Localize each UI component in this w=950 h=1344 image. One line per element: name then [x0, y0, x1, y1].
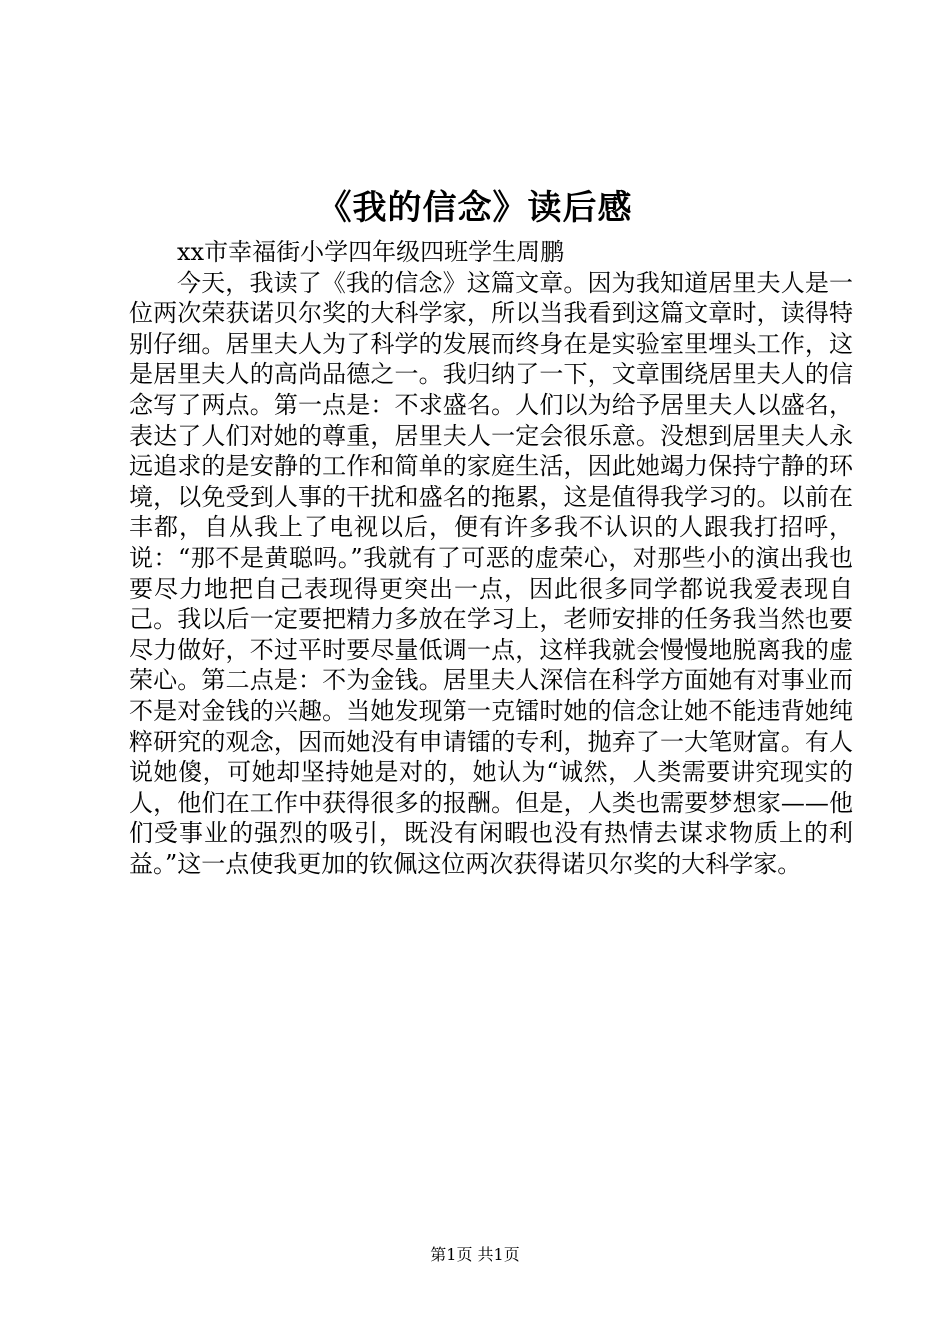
author-line: xx市幸福街小学四年级四班学生周鹏: [177, 238, 565, 266]
page-footer: 第1页 共1页: [430, 1245, 520, 1264]
body-paragraph: 今天，我读了《我的信念》这篇文章。因为我知道居里夫人是一位两次荣获诺贝尔奖的大科学家，所以当我看到这篇文章时，读得特别仔细。居里夫人为了科学的发展而终身在是实验室里埋头工作，这是居里夫人的高尚品德之一。我归纳了一下，文章围绕居里夫人的信念写了两点。第一点是：不求盛名。人们以为给予居里夫人以盛名，表达了人们对她的尊重，居里夫人一定会很乐意。没想到居里夫人永远追求的是安静的工作和简单的家庭生活，因此她竭力保持宁静的环境，以免受到人事的干扰和盛名的拖累，这是值得我学习的。以前在丰都，自从我上了电视以后，便有许多我不认识的人跟我打招呼，说：“那不是黄聪吗。”我就有了可恶的虚荣心，对那些小的演出我也要尽力地把自己表现得更突出一点，因此很多同学都说我爱表现自己。我以后一定要把精力多放在学习上，老师安排的任务我当然也要尽力做好，不过平时要尽量低调一点，这样我就会慢慢地脱离我的虚荣心。第二点是：不为金钱。居里夫人深信在科学方面她有对事业而不是对金钱的兴趣。当她发现第一克镭时她的信念让她不能违背她纯粹研究的观念，因而她没有申请镭的专利，抛弃了一大笔财富。有人说她傻，可她却坚持她是对的，她认为“诚然，人类需要讲究现实的人，他们在工作中获得很多的报酬。但是，人类也需要梦想家——他们受事业的强烈的吸引，既没有闲暇也没有热情去谋求物质上的利益。”这一点使我更加的钦佩这位两次获得诺贝尔奖的大科学家。: [129, 268, 853, 878]
document-title: 《我的信念》读后感: [317, 188, 633, 228]
document-body: [129, 237, 853, 879]
